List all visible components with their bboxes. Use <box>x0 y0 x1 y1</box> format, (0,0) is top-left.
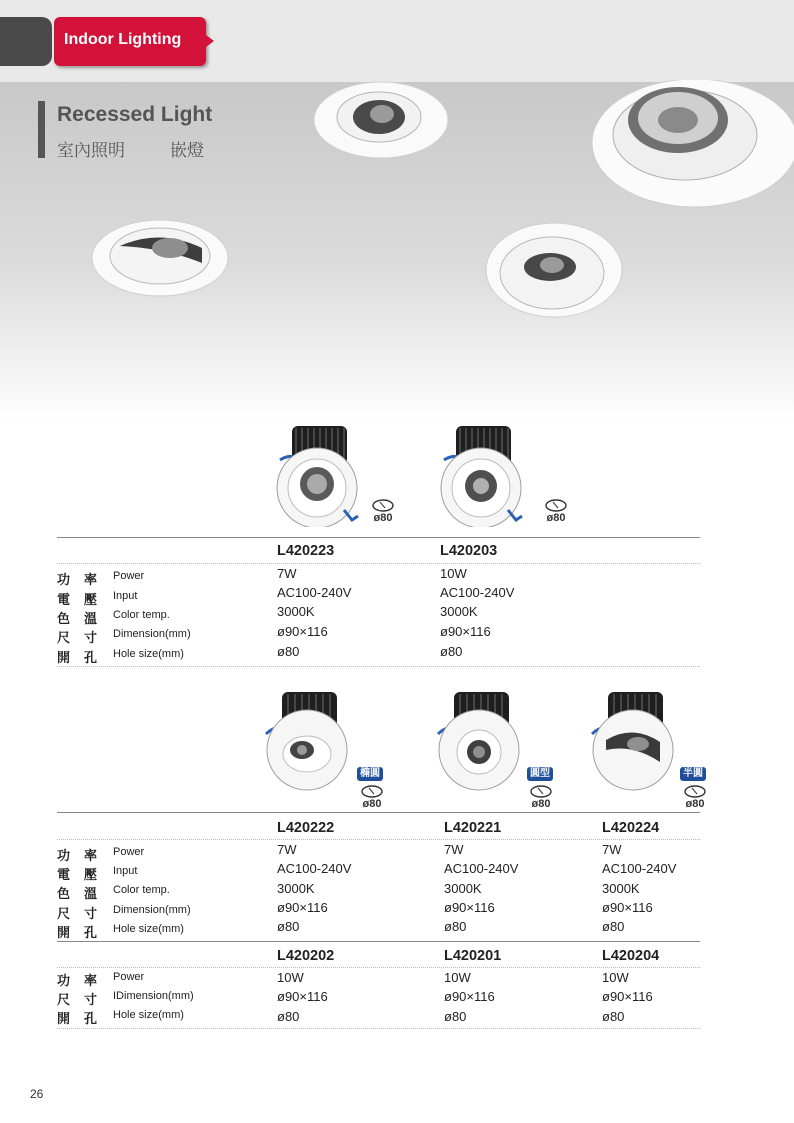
model-code: L420204 <box>602 948 660 964</box>
spec-value: 7W <box>277 566 297 581</box>
hole-size-icon <box>361 785 383 798</box>
spec-value: ø80 <box>277 1009 300 1024</box>
table-rule <box>57 941 700 942</box>
product-image-l420203 <box>436 422 531 527</box>
spec-value: ø90×116 <box>277 900 328 915</box>
hole-size-label: ø80 <box>531 798 551 810</box>
model-code: L420201 <box>444 948 502 964</box>
header-dark-tab <box>0 17 52 66</box>
spotlight-photo-1 <box>312 80 450 160</box>
hole-size-marker-2 <box>541 499 571 524</box>
hole-size-label: ø80 <box>546 512 566 524</box>
spec-value: ø80 <box>602 919 625 934</box>
spec-value: AC100-240V <box>440 585 515 600</box>
spec-value: AC100-240V <box>444 861 519 876</box>
hole-size-marker-3 <box>357 785 387 810</box>
spec-value: ø90×116 <box>444 989 495 1004</box>
hole-size-marker-4 <box>526 785 556 810</box>
model-code: L420222 <box>277 820 335 836</box>
label-color-en: Color temp. <box>113 609 170 621</box>
shape-badge: 橢圓 <box>357 767 383 781</box>
hole-size-label: ø80 <box>373 512 393 524</box>
table-rule <box>57 563 700 564</box>
shape-badge: 圓型 <box>527 767 553 781</box>
label-power-zh: 功率 <box>57 973 112 988</box>
label-dimension-en: IDimension(mm) <box>113 990 194 1002</box>
label-input-en: Input <box>113 590 138 602</box>
label-color-en: Color temp. <box>113 884 170 896</box>
spec-value: ø90×116 <box>277 624 328 639</box>
section-title-bar <box>38 101 45 158</box>
hole-size-marker-1 <box>368 499 398 524</box>
label-input-en: Input <box>113 865 138 877</box>
section-title: Recessed Light <box>57 103 213 126</box>
spotlight-photo-3 <box>90 218 230 298</box>
label-power-zh: 功率 <box>57 848 112 863</box>
shape-badge: 半圓 <box>680 767 706 781</box>
product-image-l420224 <box>588 688 683 793</box>
hole-size-marker-5 <box>680 785 710 810</box>
spec-value: ø90×116 <box>277 989 328 1004</box>
spec-value: ø80 <box>602 1009 625 1024</box>
spec-value: 10W <box>277 970 304 985</box>
section-subtitle-zh-1: 室內照明 <box>57 141 125 160</box>
header-category-label: Indoor Lighting <box>64 31 182 48</box>
label-hole-en: Hole size(mm) <box>113 923 184 935</box>
spotlight-photo-2 <box>590 80 794 210</box>
spec-value: ø90×116 <box>602 989 653 1004</box>
table-rule <box>57 967 700 968</box>
spec-value: 3000K <box>440 604 478 619</box>
section-subtitle-zh-2: 嵌燈 <box>170 141 204 160</box>
spec-value: ø90×116 <box>444 900 495 915</box>
label-power-en: Power <box>113 971 145 983</box>
label-hole-zh: 開孔 <box>57 650 112 665</box>
table-rule <box>57 1028 700 1029</box>
model-code: L420224 <box>602 820 660 836</box>
label-color-zh: 色溫 <box>57 886 112 901</box>
label-dimension-zh: 尺寸 <box>57 992 112 1007</box>
hole-size-icon <box>530 785 552 798</box>
hole-size-icon <box>684 785 706 798</box>
product-image-l420222 <box>262 688 357 793</box>
label-hole-en: Hole size(mm) <box>113 648 184 660</box>
spec-value: AC100-240V <box>277 861 352 876</box>
spec-value: ø80 <box>277 644 300 659</box>
table-rule <box>57 839 700 840</box>
spec-value: ø80 <box>277 919 300 934</box>
spec-value: 10W <box>440 566 467 581</box>
spec-value: 3000K <box>277 604 315 619</box>
table-rule <box>57 537 700 538</box>
label-hole-zh: 開孔 <box>57 925 112 940</box>
label-power-zh: 功率 <box>57 572 112 587</box>
label-power-en: Power <box>113 846 145 858</box>
model-code: L420223 <box>277 543 335 559</box>
spotlight-photo-4 <box>484 221 624 319</box>
label-dimension-zh: 尺寸 <box>57 630 112 645</box>
label-dimension-zh: 尺寸 <box>57 906 112 921</box>
hole-size-label: ø80 <box>362 798 382 810</box>
spec-value: ø80 <box>444 1009 467 1024</box>
product-image-l420223 <box>272 422 367 527</box>
header-category-tab[interactable] <box>54 17 206 66</box>
spec-value: 7W <box>602 842 622 857</box>
model-code: L420202 <box>277 948 335 964</box>
page-number: 26 <box>30 1087 44 1101</box>
model-code: L420221 <box>444 820 502 836</box>
hole-size-icon <box>545 499 567 512</box>
label-hole-en: Hole size(mm) <box>113 1009 184 1021</box>
spec-value: 3000K <box>444 881 482 896</box>
spec-value: 3000K <box>602 881 640 896</box>
spec-value: 7W <box>444 842 464 857</box>
spec-value: 3000K <box>277 881 315 896</box>
spec-value: 10W <box>444 970 471 985</box>
spec-value: ø80 <box>440 644 463 659</box>
hole-size-icon <box>372 499 394 512</box>
label-input-zh: 電壓 <box>57 592 112 607</box>
spec-value: AC100-240V <box>602 861 677 876</box>
hole-size-label: ø80 <box>685 798 705 810</box>
label-color-zh: 色溫 <box>57 611 112 626</box>
label-input-zh: 電壓 <box>57 867 112 882</box>
label-dimension-en: Dimension(mm) <box>113 904 191 916</box>
product-image-l420221 <box>434 688 529 793</box>
spec-value: ø80 <box>444 919 467 934</box>
label-dimension-en: Dimension(mm) <box>113 628 191 640</box>
spec-value: AC100-240V <box>277 585 352 600</box>
label-power-en: Power <box>113 570 145 582</box>
table-rule <box>57 666 700 667</box>
model-code: L420203 <box>440 543 498 559</box>
spec-value: 10W <box>602 970 629 985</box>
spec-value: ø90×116 <box>440 624 491 639</box>
spec-value: 7W <box>277 842 297 857</box>
label-hole-zh: 開孔 <box>57 1011 112 1026</box>
spec-value: ø90×116 <box>602 900 653 915</box>
table-rule <box>57 812 700 813</box>
